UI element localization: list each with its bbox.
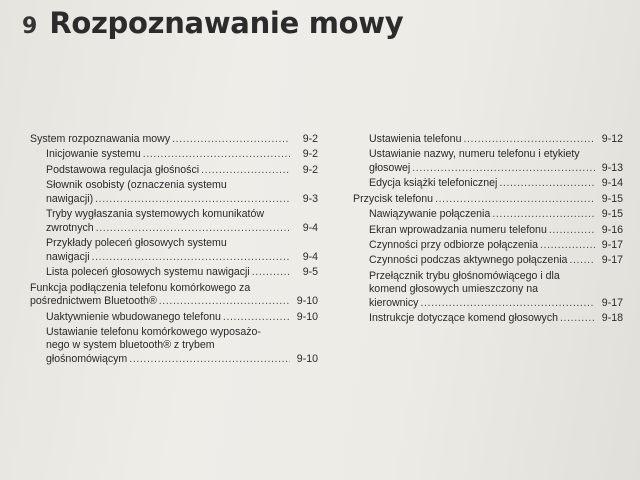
toc-page-number: 9-17 [601,238,623,251]
toc-entry[interactable] [30,266,318,280]
chapter-number: 9 [22,14,38,39]
toc-entry-title [30,326,290,367]
toc-page-number: 9-2 [302,163,318,176]
toc-entry-line [30,282,290,296]
toc-entry-title [353,177,595,191]
toc-entry-text: Przełącznik trybu głośnomówiącego i dla [369,269,560,282]
toc-entry-line [369,283,595,297]
dot-leader [463,133,595,147]
toc-entry-text: Lista poleceń głosowych systemu nawigacji [46,266,250,279]
toc-entry-line [46,222,290,236]
dot-leader [95,193,290,207]
toc-entry-title [30,208,290,235]
toc-entry-title [353,193,595,207]
toc-entry[interactable] [30,311,318,325]
dot-leader [412,162,595,176]
toc-page-number: 9-10 [296,295,318,308]
toc-entry-line [46,179,290,193]
toc-entry[interactable] [353,312,623,326]
dot-leader [420,297,595,311]
toc-entry-text: głosowej [369,161,411,174]
toc-page-number: 9-10 [296,353,318,366]
toc-entry-line [369,177,595,191]
toc-page-number: 9-18 [601,312,623,325]
dot-leader [201,164,290,178]
toc-entry-text: nawigacji) [46,192,94,205]
toc-entry-title [30,237,290,264]
dot-leader [223,311,290,325]
toc-page-number: 9-15 [601,192,623,205]
dot-leader [569,254,595,268]
toc-entry-text: Inicjowanie systemu [46,148,141,161]
toc-entry-title [353,224,595,238]
toc-entry[interactable] [353,254,623,268]
toc-entry-line [46,311,290,325]
toc-entry-text: Podstawowa regulacja głośności [46,163,200,176]
toc-entry[interactable] [353,208,623,222]
toc-entry-text: nego w system bluetooth® z trybem [46,339,215,352]
toc-entry-line [369,239,595,253]
toc-entry-line [369,162,595,176]
toc-entry[interactable] [30,237,318,264]
toc-column-left [30,133,318,368]
toc-entry-text: Nawiązywanie połączenia [369,208,491,221]
toc-entry[interactable] [30,282,318,309]
toc-entry-title [353,312,595,326]
dot-leader [172,133,290,147]
dot-leader [92,251,290,265]
toc-entry-line [30,133,290,147]
dot-leader [540,239,595,253]
dot-leader [143,148,290,162]
toc-entry-line [46,326,290,340]
toc-entry-line [46,353,290,367]
chapter-heading [22,6,403,40]
toc-entry-line [46,339,290,353]
toc-entry-text: nawigacji [46,250,90,263]
toc-entry-line [369,208,595,222]
toc-entry[interactable] [353,270,623,311]
toc-entry-title [30,266,290,280]
toc-entry-line [46,193,290,207]
toc-entry-title [30,311,290,325]
toc-entry-line [30,295,290,309]
toc-entry[interactable] [353,239,623,253]
toc-column-right [353,133,623,328]
toc-entry-line [46,237,290,251]
dot-leader [159,295,290,309]
toc-page-number: 9-14 [601,177,623,190]
toc-entry[interactable] [30,208,318,235]
toc-page-number: 9-5 [302,266,318,279]
toc-entry-text: Instrukcje dotyczące komend głosowych [369,312,559,325]
toc-entry-text: Ekran wprowadzania numeru telefonu [369,223,547,236]
toc-page-number: 9-17 [601,296,623,309]
toc-page-number: 9-15 [601,208,623,221]
dot-leader [129,353,290,367]
toc-entry[interactable] [353,224,623,238]
toc-entry-line [46,208,290,222]
toc-entry-text: Funkcja podłączenia telefonu komórkowego za [30,281,251,294]
toc-entry-line [369,148,595,162]
toc-page-number: 9-17 [601,254,623,267]
toc-entry-line [46,164,290,178]
toc-page-number: 9-12 [601,133,623,145]
toc-entry[interactable] [30,133,318,147]
toc-entry[interactable] [30,164,318,178]
toc-entry-text: Czynności podczas aktywnego połączenia [369,254,568,267]
toc-entry-title [353,208,595,222]
toc-entry-text: Ustawianie nazwy, numeru telefonu i etykiety [369,148,580,161]
toc-page-number: 9-2 [302,133,318,145]
toc-entry-line [46,266,290,280]
toc-entry-title [30,282,290,309]
toc-entry-text: Uaktywnienie wbudowanego telefonu [46,310,221,323]
toc-entry-text: Ustawienia telefonu [369,133,462,145]
toc-page-number: 9-2 [302,148,318,161]
toc-entry[interactable] [30,179,318,206]
toc-entry-text: Przykłady poleceń głosowych systemu [46,237,227,250]
toc-entry-line [353,193,595,207]
toc-entry-text: Czynności przy odbiorze połączenia [369,238,538,251]
toc-entry-line [46,251,290,265]
dot-leader [549,224,595,238]
toc-entry-line [369,133,595,147]
toc-entry-text: System rozpoznawania mowy [30,133,171,145]
dot-leader [560,312,595,326]
toc-entry[interactable] [353,133,623,147]
toc-entry-text: komend głosowych umieszczony na [369,283,538,296]
toc-entry-line [369,270,595,284]
toc-page-number: 9-4 [302,250,318,263]
toc-entry-title [30,148,290,162]
dot-leader [492,208,595,222]
toc-entry-line [369,312,595,326]
toc-page-number: 9-3 [302,192,318,205]
toc-entry-text: Przycisk telefonu [353,192,434,205]
toc-entry-title [353,148,595,175]
dot-leader [96,222,290,236]
toc-entry-text: Słownik osobisty (oznaczenia systemu [46,179,227,192]
dot-leader [435,193,595,207]
toc-entry-text: Tryby wygłaszania systemowych komunikatów [46,208,265,221]
toc-entry[interactable] [353,177,623,191]
toc-entry-text: zwrotnych [46,221,94,234]
toc-page-number: 9-16 [601,223,623,236]
toc-entry-text: Edycja książki telefonicznej [369,177,498,190]
toc-entry-text: pośrednictwem Bluetooth® [30,295,157,308]
toc-page-number: 9-10 [296,310,318,323]
toc-entry-title [353,270,595,311]
toc-entry[interactable] [30,148,318,162]
toc-entry[interactable] [353,148,623,175]
toc-entry-line [46,148,290,162]
toc-entry-line [369,254,595,268]
toc-entry-text: Ustawianie telefonu komórkowego wyposażo- [46,325,261,338]
toc-entry-title [30,164,290,178]
dot-leader [499,177,595,191]
toc-entry-title [30,179,290,206]
toc-entry-title [353,133,595,147]
toc-entry[interactable] [353,193,623,207]
toc-entry[interactable] [30,326,318,367]
toc-entry-text: głośnomówiącym [46,353,128,366]
toc-entry-line [369,224,595,238]
toc-entry-text: kierownicy [369,296,419,309]
toc-entry-title [353,239,595,253]
chapter-title: Rozpoznawanie mowy [49,6,404,40]
toc-entry-title [353,254,595,268]
toc-page-number: 9-13 [601,161,623,174]
toc-entry-title [30,133,290,147]
toc-page-number: 9-4 [302,221,318,234]
dot-leader [252,266,290,280]
toc-entry-line [369,297,595,311]
